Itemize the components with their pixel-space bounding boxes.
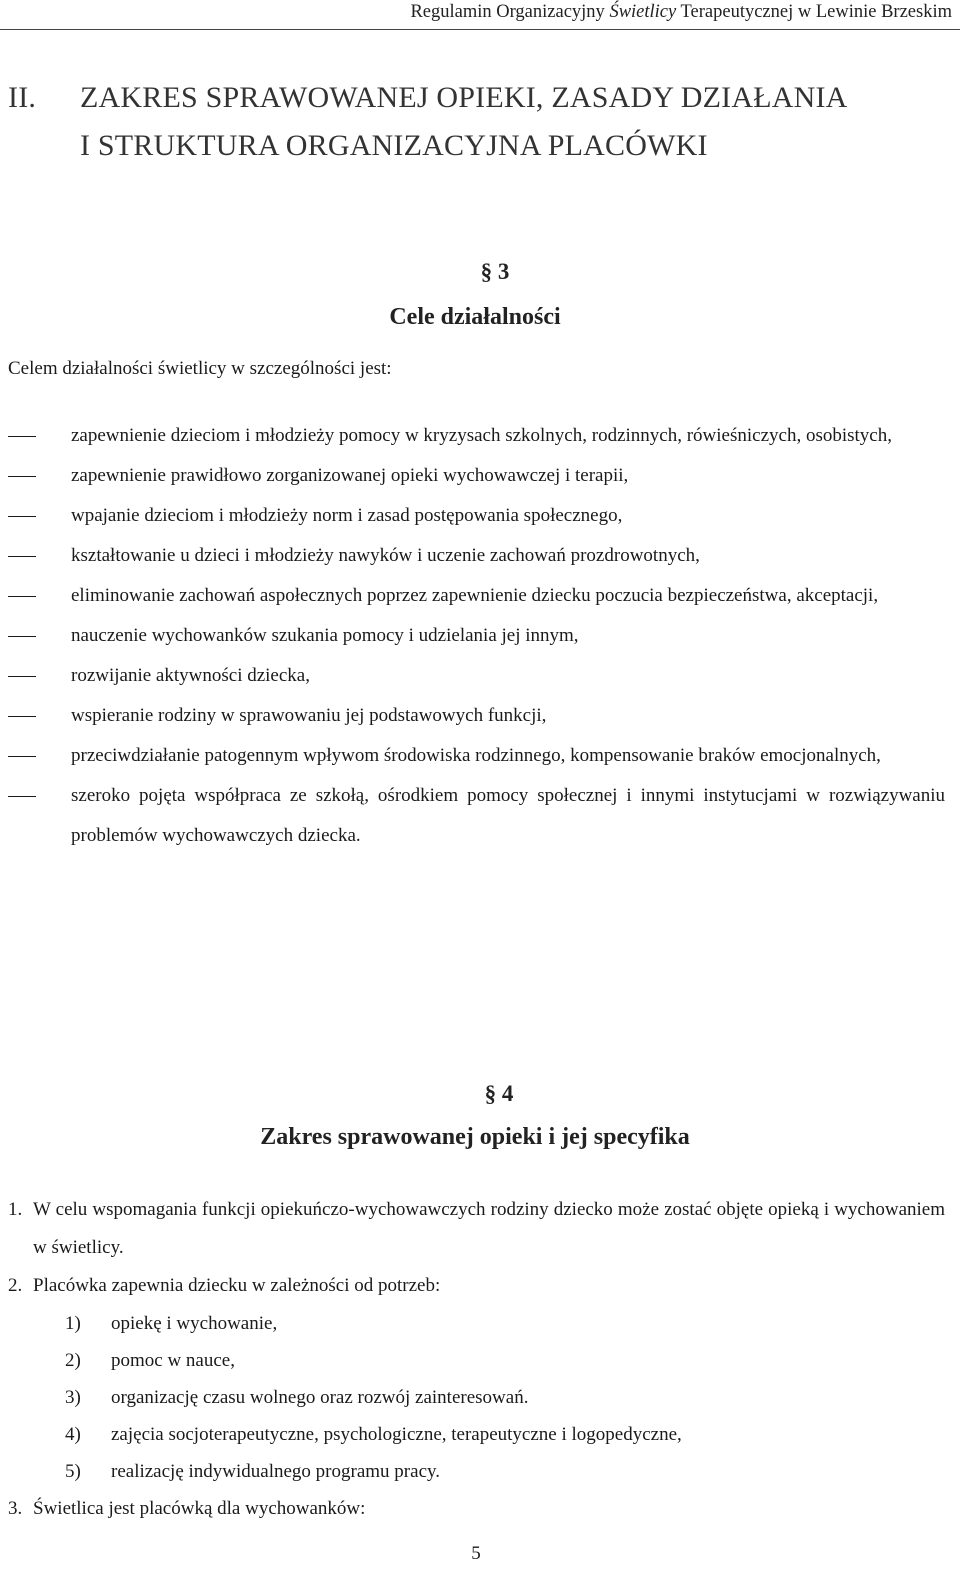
header-rule <box>0 29 960 30</box>
dash-bullet <box>8 676 36 677</box>
page-number: 5 <box>471 1543 481 1564</box>
list-item: wspieranie rodziny w sprawowaniu jej podstawowych funkcji, <box>8 696 945 736</box>
sub-list-item: 3) organizację czasu wolnego oraz rozwój zainteresowań. <box>65 1387 529 1408</box>
list-item: zapewnienie dzieciom i młodzieży pomocy w kryzysach szkolnych, rodzinnych, rówieśniczych, osobistych, <box>8 416 945 456</box>
list-item: nauczenie wychowanków szukania pomocy i udzielania jej innym, <box>8 616 945 656</box>
dash-bullet <box>8 476 36 477</box>
sub-list-item: 1) opiekę i wychowanie, <box>65 1313 278 1334</box>
list-item: rozwijanie aktywności dziecka, <box>8 656 945 696</box>
sub-list-item: 5) realizację indywidualnego programu pracy. <box>65 1461 441 1482</box>
header-italic: Świetlicy <box>609 2 677 22</box>
sub-list-item: 2) pomoc w nauce, <box>65 1350 235 1371</box>
list-item: 2. Placówka zapewnia dziecku w zależności od potrzeb: 1) opiekę i wychowanie, 2) pomoc w nauce, 3) organizację czasu wolnego oraz rozwój zainteresowań. 4) zajęcia socjoterapeutyczne, psychologiczne, terapeutyczne i logopedyczne, 5) realizację indywidualnego programu pracy. <box>8 1267 945 1490</box>
list-item: kształtowanie u dzieci i młodzieży nawyków i uczenie zachowań prozdrowotnych, <box>8 536 945 576</box>
header-prefix: Regulamin Organizacyjny <box>410 2 610 22</box>
running-header <box>0 2 952 23</box>
list-item: szeroko pojęta współpraca ze szkołą, ośrodkiem pomocy społecznej i innymi instytucjami w rozwiązywaniu problemów wychowawczych dziecka. <box>8 776 945 856</box>
dash-bullet <box>8 556 36 557</box>
section-3-title: Cele działalności <box>389 304 561 330</box>
list-item: zapewnienie prawidłowo zorganizowanej opieki wychowawczej i terapii, <box>8 456 945 496</box>
section-3-intro: Celem działalności świetlicy w szczególności jest: <box>8 358 392 379</box>
list-item: 3. Świetlica jest placówką dla wychowanków: <box>8 1498 366 1519</box>
dash-bullet <box>8 436 36 437</box>
section-3-goals-list <box>8 416 945 856</box>
dash-bullet <box>8 636 36 637</box>
chapter-title-line-1: ZAKRES SPRAWOWANEJ OPIEKI, ZASADY DZIAŁANIA <box>80 81 848 114</box>
dash-bullet <box>8 716 36 717</box>
dash-bullet <box>8 596 36 597</box>
section-4-title: Zakres sprawowanej opieki i jej specyfika <box>260 1124 690 1150</box>
dash-bullet <box>8 516 36 517</box>
header-suffix: Terapeutycznej w Lewinie Brzeskim <box>676 2 952 22</box>
list-item: przeciwdziałanie patogennym wpływom środowiska rodzinnego, kompensowanie braków emocjonalnych, <box>8 736 945 776</box>
chapter-number: II. <box>8 81 37 114</box>
list-item: wpajanie dzieciom i młodzieży norm i zasad postępowania społecznego, <box>8 496 945 536</box>
section-3-mark: § 3 <box>480 259 510 284</box>
list-item: eliminowanie zachowań aspołecznych poprzez zapewnienie dziecku poczucia bezpieczeństwa, akceptacji, <box>8 576 945 616</box>
chapter-title-line-2: I STRUKTURA ORGANIZACYJNA PLACÓWKI <box>80 129 708 162</box>
section-4-points-list <box>8 1191 945 1528</box>
section-4-mark: § 4 <box>484 1081 514 1106</box>
sub-list-item: 4) zajęcia socjoterapeutyczne, psychologiczne, terapeutyczne i logopedyczne, <box>65 1424 682 1445</box>
dash-bullet <box>8 796 36 797</box>
list-item: 1. W celu wspomagania funkcji opiekuńczo-wychowawczych rodziny dziecko może zostać objęte opieką i wychowaniem w świetlicy. <box>8 1199 945 1258</box>
section-4-sub-list <box>33 1305 945 1490</box>
dash-bullet <box>8 756 36 757</box>
